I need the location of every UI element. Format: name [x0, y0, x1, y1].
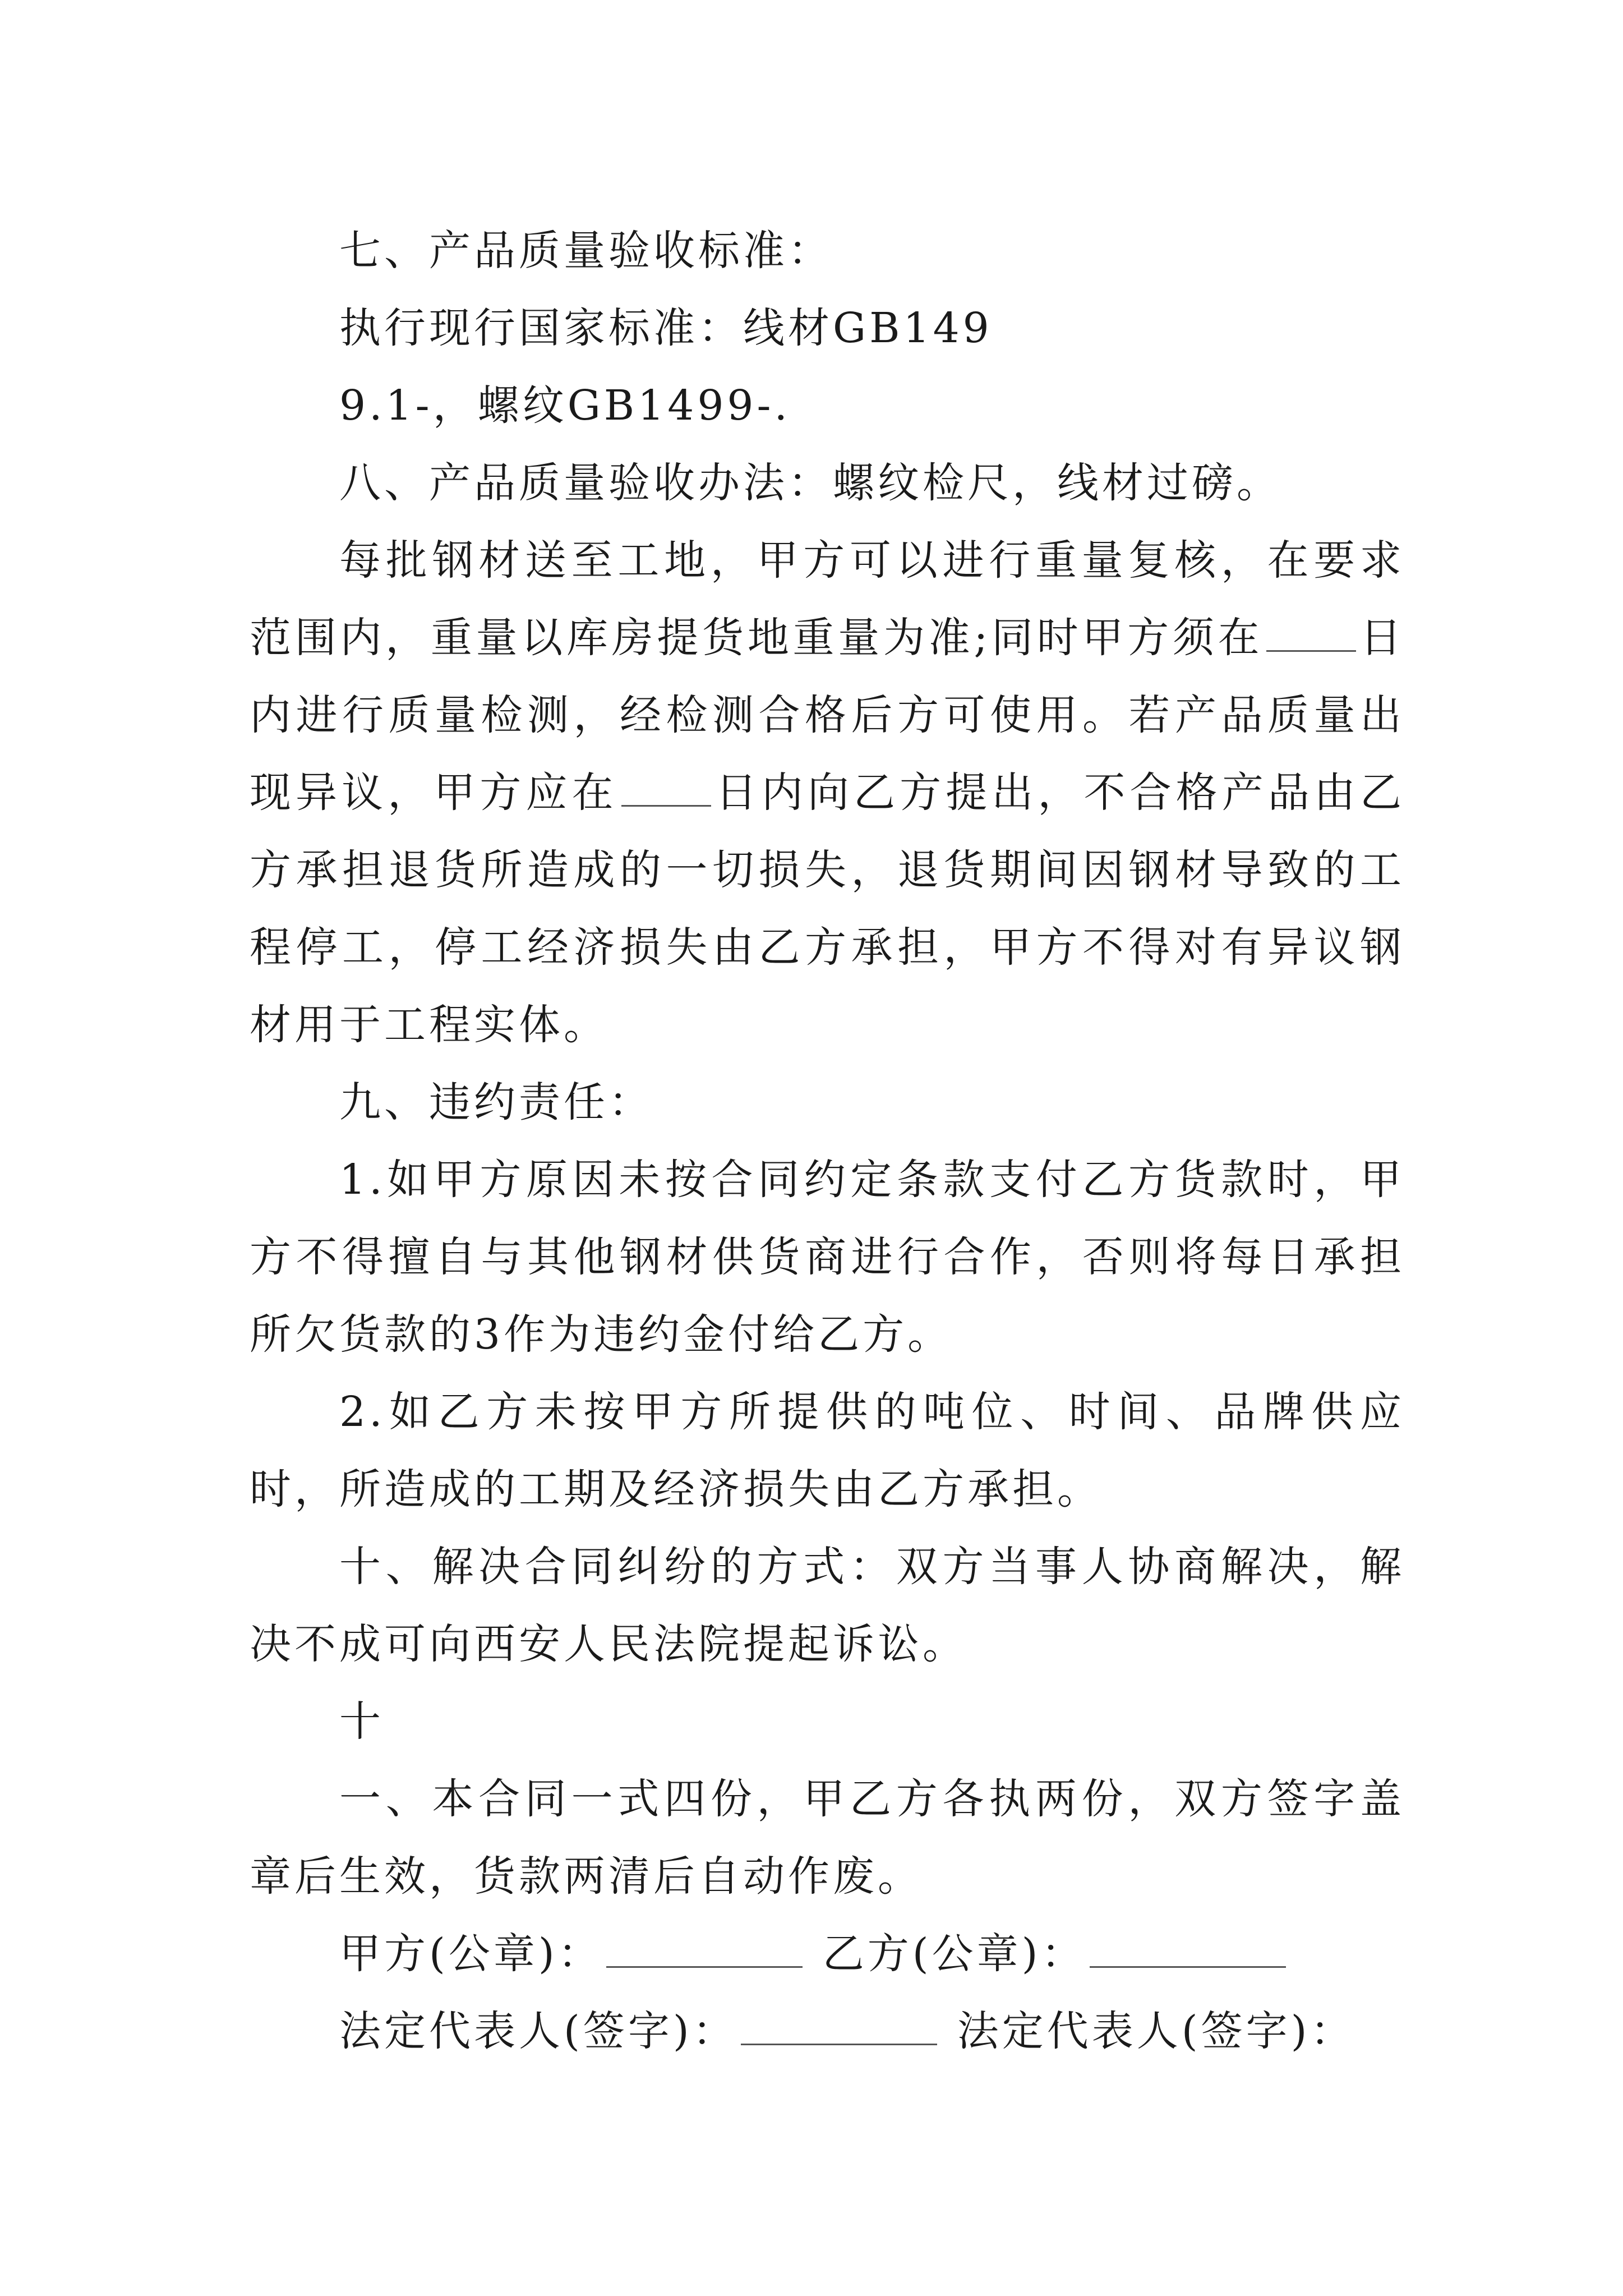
section-11-copies: 一、本合同一式四份，甲乙方各执两份，双方签字盖章后生效，货款两清后自动作废。 [250, 1775, 1405, 1901]
inspection-text-part-2: 日内进行质量检测，经检测合格后方可使用。若产品质量出现异议，甲方应在 [250, 614, 1405, 817]
party-b-rep-label: 法定代表人(签字)： [957, 2007, 1355, 2055]
section-9-heading: 九、违约责任： [339, 1078, 653, 1126]
party-b-seal-label: 乙方(公章)： [822, 1930, 1086, 1978]
party-a-rep-blank [741, 2006, 937, 2045]
document-body [250, 212, 1405, 2070]
section-7-heading: 七、产品质量验收标准： [339, 227, 833, 275]
days-blank-1 [1266, 613, 1356, 652]
section-10-dispute: 十、解决合同纠纷的方式：双方当事人协商解决，解决不成可向西安人民法院提起诉讼。 [250, 1543, 1405, 1668]
section-11-number: 十 [339, 1697, 384, 1746]
party-b-seal-blank [1090, 1929, 1286, 1968]
seal-signature-row [250, 1915, 1405, 1993]
liability-clause-1: 1.如甲方原因未按合同约定条款支付乙方货款时，甲方不得擅自与其他钢材供货商进行合作，否则将每日承担所欠货款的3作为违约金付给乙方。 [250, 1156, 1405, 1359]
party-a-rep-label: 法定代表人(签字)： [339, 2007, 737, 2055]
inspection-text-part-1: 每批钢材送至工地，甲方可以进行重量复核，在要求范围内，重量以库房提货地重量为准;同时甲方须在 [250, 536, 1405, 662]
days-blank-2 [621, 767, 711, 807]
section-8-heading: 八、产品质量验收办法：螺纹检尺，线材过磅。 [339, 459, 1281, 507]
liability-clause-2: 2.如乙方未按甲方所提供的吨位、时间、品牌供应时，所造成的工期及经济损失由乙方承担。 [250, 1388, 1405, 1513]
inspection-paragraph [250, 522, 1405, 1064]
party-a-seal-label: 甲方(公章)： [339, 1930, 603, 1978]
standard-line-continued: 9.1-，螺纹GB1499-. [339, 381, 791, 430]
standard-line: 执行现行国家标准：线材GB149 [339, 304, 993, 352]
inspection-text-part-3: 日内向乙方提出，不合格产品由乙方承担退货所造成的一切损失，退货期间因钢材导致的工程停工，停工经济损失由乙方承担，甲方不得对有异议钢材用于工程实体。 [250, 769, 1405, 1049]
representative-signature-row [250, 1993, 1405, 2070]
party-a-seal-blank [606, 1929, 803, 1968]
